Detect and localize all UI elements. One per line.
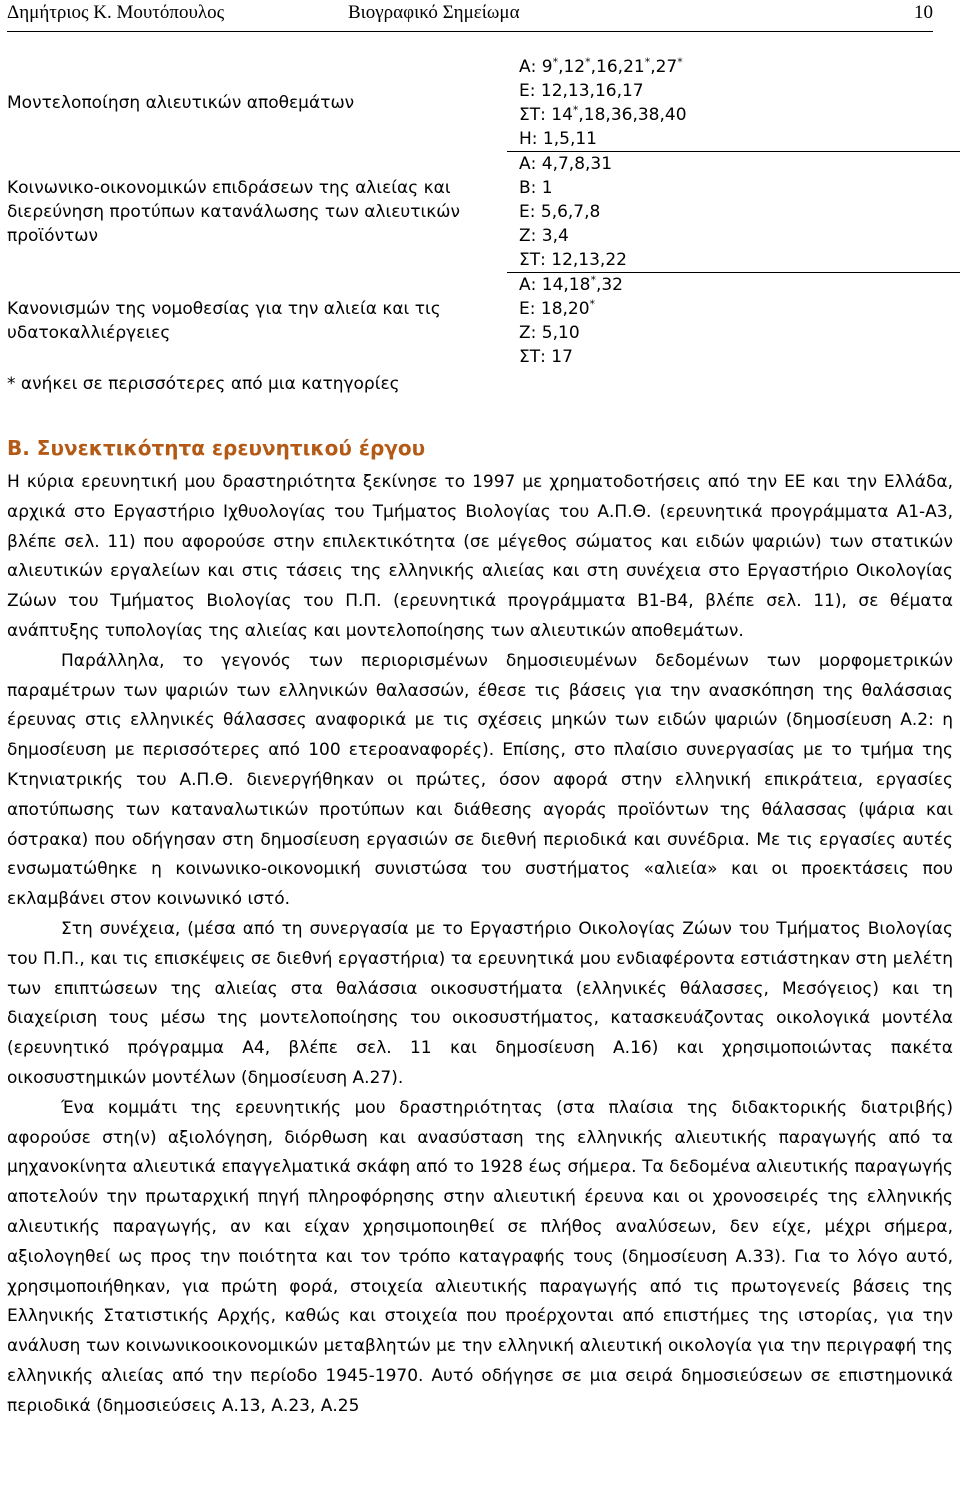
body-text: [7, 468, 953, 1422]
header-title: Βιογραφικό Σημείωμα: [348, 2, 520, 23]
reference-line: Α: 4,7,8,31: [519, 154, 613, 174]
reference-line: Ε: 18,20*: [519, 297, 596, 319]
reference-line: Ζ: 3,4: [519, 226, 569, 246]
reference-line: ΣΤ: 14*,18,36,38,40: [519, 103, 687, 125]
reference-line: ΣΤ: 12,13,22: [519, 250, 627, 270]
page-header: [7, 2, 933, 32]
reference-line: Ε: 12,13,16,17: [519, 81, 644, 101]
category-label: Μοντελοποίηση αλιευτικών αποθεμάτων: [7, 93, 355, 113]
paragraph: Ένα κομμάτι της ερευνητικής μου δραστηριότητας (στα πλαίσια της διδακτορικής διατριβής) αφορούσε στη(ν) αξιολόγηση, διόρθωση και ανασύσταση της ελληνικής αλιευτικής παραγωγής από τα μηχανοκίνητα αλιευτικά επαγγελματικά σκάφη από το 1928 έως σήμερα. Τα δεδομένα αλιευτικής παραγωγής αποτελούν την πρωταρχική πηγή πληροφόρησης στην αλιευτική έρευνα και οι χρονοσειρές της ελληνικής αλιευτικής παραγωγής, αν και είχαν χρησιμοποιηθεί σε πλήθος αναλύσεων, δεν είχε, μέχρι σήμερα, αξιολογηθεί ως προς την ποιότητα και τον τρόπο καταγραφής τους (δημοσίευση Α.33). Για το λόγο αυτό, χρησιμοποιήθηκαν, για πρώτη φορά, στοιχεία αλιευτικής παραγωγής από τις πρωτογενείς βάσεις της Ελληνικής Στατιστικής Αρχής, καθώς και στοιχεία που προέρχονται από επιστήμες της ιστορίας, για την ανάλυση των κοινωνικοοικονομικών μεταβλητών με την ελληνική αλιευτική οικολογία για την περιγραφή της ελληνικής αλιείας από την περίοδο 1945-1970. Αυτό οδήγησε σε μια σειρά δημοσιεύσεων σε επιστημονικά περιοδικά (δημοσιεύσεις Α.13, Α.23, Α.25: [7, 1097, 953, 1416]
paragraph: Στη συνέχεια, (μέσα από τη συνεργασία με το Εργαστήριο Οικολογίας Ζώων του Τμήματος Βιολογίας του Π.Π., και τις επισκέψεις σε διεθνή εργαστήρια) τα ερευνητικά μου ενδιαφέροντα εστιάστηκαν στη μελέτη των επιπτώσεων της αλιείας στα θαλάσσια οικοσυστήματα (ελληνικές θάλασσες, Μεσόγειος) και τη διαχείριση τους μέσω της μοντελοποίησης του οικοσυστήματος, κατασκευάζοντας οικολογικά μοντέλα (ερευνητικό πρόγραμμα Α4, βλέπε σελ. 11 και δημοσίευση Α.16) και χρησιμοποιώντας πακέτα οικοσυστημικών μοντέλων (δημοσίευση Α.27).: [7, 918, 953, 1088]
reference-line: Β: 1: [519, 178, 553, 198]
reference-line: Ζ: 5,10: [519, 323, 580, 343]
category-references: [507, 55, 960, 151]
category-label: Κοινωνικο-οικονομικών επιδράσεων της αλιείας και διερεύνηση προτύπων κατανάλωσης των αλιευτικών προϊόντων: [7, 178, 460, 246]
reference-line: Α: 14,18*,32: [519, 273, 623, 295]
table-section: [7, 55, 960, 152]
header-page-number: 10: [914, 2, 933, 23]
section-title: Β. Συνεκτικότητα ερευνητικού έργου: [7, 436, 426, 460]
reference-line: Α: 9*,12*,16,21*,27*: [519, 55, 683, 77]
paragraph: Η κύρια ερευνητική μου δραστηριότητα ξεκίνησε το 1997 με χρηματοδοτήσεις από την ΕΕ και την Ελλάδα, αρχικά στο Εργαστήριο Ιχθυολογίας του Τμήματος Βιολογίας του Α.Π.Θ. (ερευνητικά προγράμματα Α1-Α3, βλέπε σελ. 11) που αφορούσε στην επιλεκτικότητα (σε μέγεθος σώματος και ειδών ψαριών) των στατικών αλιευτικών εργαλείων και στις τάσεις της ελληνικής αλιείας και στη συνέχεια στο Εργαστήριο Οικολογίας Ζώων του Τμήματος Βιολογίας του Π.Π. (ερευνητικά προγράμματα Β1-Β4, βλέπε σελ. 11), σε θέματα ανάπτυξης τυπολογίας της αλιείας και μοντελοποίησης των αλιευτικών αποθεμάτων.: [7, 472, 953, 641]
header-author: Δημήτριος Κ. Μουτόπουλος: [7, 2, 225, 23]
publications-category-table: [0, 55, 960, 369]
category-references: [507, 152, 960, 272]
table-section: [7, 273, 960, 369]
category-references: [507, 273, 960, 369]
reference-line: ΣΤ: 17: [519, 347, 573, 367]
category-label: Κανονισμών της νομοθεσίας για την αλιεία και τις υδατοκαλλιέργειες: [7, 299, 441, 343]
table-footnote: * ανήκει σε περισσότερες από μια κατηγορίες: [7, 374, 400, 394]
paragraph: Παράλληλα, το γεγονός των περιορισμένων δημοσιευμένων δεδομένων των μορφομετρικών παραμέτρων των ψαριών των ελληνικών θαλασσών, έθεσε τις βάσεις για την ανασκόπηση της θαλάσσιας έρευνας στις ελληνικές θάλασσες αναφορικά με τις σχέσεις μηκών των ειδών ψαριών (δημοσίευση Α.2: η δημοσίευση με περισσότερες από 100 ετεροαναφορές). Επίσης, στο πλαίσιο συνεργασίας με το τμήμα της Κτηνιατρικής του Α.Π.Θ. διενεργήθηκαν οι πρώτες, όσον αφορά στην ελληνική επικράτεια, εργασίες αποτύπωσης των καταναλωτικών προτύπων και διάθεσης αγοράς προϊόντων της θάλασσας (ψάρια και όστρακα) που οδήγησαν στη δημοσίευση εργασιών σε διεθνή περιοδικά και συνέδρια. Με τις εργασίες αυτές ενσωματώθηκε η κοινωνικο-οικονομική συνιστώσα του συστήματος «αλιεία» και οι προεκτάσεις που εκλαμβάνει στον κοινωνικό ιστό.: [7, 650, 953, 910]
reference-line: Η: 1,5,11: [519, 129, 597, 149]
table-section: [7, 152, 960, 273]
reference-line: Ε: 5,6,7,8: [519, 202, 601, 222]
